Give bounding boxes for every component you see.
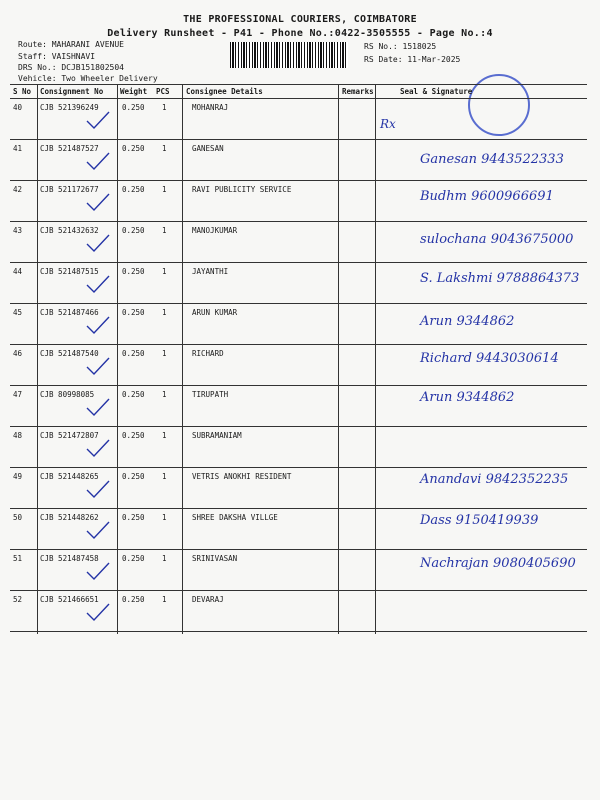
drs-number: DRS No.: DCJB151802504 [18, 63, 124, 72]
table-row [10, 263, 587, 304]
table-row [10, 427, 587, 468]
vehicle-label: Vehicle: Two Wheeler Delivery [18, 74, 158, 83]
consignment-cell: CJB 521432632 [40, 226, 99, 235]
handwritten-signature: Nachrajan 9080405690 [420, 556, 576, 571]
handwritten-signature: Rx [380, 117, 396, 131]
weight-cell: 0.250 [122, 144, 145, 153]
table-row [10, 509, 587, 550]
handwritten-signature: Dass 9150419939 [420, 513, 539, 528]
consignee-cell: MANOJKUMAR [192, 226, 238, 235]
table-row [10, 591, 587, 632]
consignee-cell: GANESAN [192, 144, 224, 153]
check-mark-icon [85, 355, 111, 377]
company-title: THE PROFESSIONAL COURIERS, COIMBATORE [183, 14, 417, 25]
table-row [10, 99, 587, 140]
check-mark-icon [85, 191, 111, 213]
pcs-cell: 1 [162, 103, 167, 112]
col-header-sno: S No [13, 87, 32, 96]
weight-cell: 0.250 [122, 431, 145, 440]
check-mark-icon [85, 109, 111, 131]
sno-cell: 41 [13, 144, 23, 153]
pcs-cell: 1 [162, 185, 167, 194]
consignment-cell: CJB 521487466 [40, 308, 99, 317]
col-header-weight: Weight [120, 87, 148, 96]
handwritten-signature: Budhm 9600966691 [420, 189, 554, 204]
consignee-cell: ARUN KUMAR [192, 308, 238, 317]
weight-cell: 0.250 [122, 267, 145, 276]
sno-cell: 40 [13, 103, 23, 112]
consignee-cell: MOHANRAJ [192, 103, 229, 112]
consignment-cell: CJB 521487540 [40, 349, 99, 358]
barcode [230, 42, 348, 68]
col-header-consignment: Consignment No [40, 87, 104, 96]
check-mark-icon [85, 519, 111, 541]
consignment-cell: CJB 521396249 [40, 103, 99, 112]
sno-cell: 42 [13, 185, 23, 194]
weight-cell: 0.250 [122, 595, 145, 604]
sno-cell: 47 [13, 390, 23, 399]
pcs-cell: 1 [162, 390, 167, 399]
handwritten-signature: Anandavi 9842352235 [420, 472, 569, 487]
table-row [10, 222, 587, 263]
sno-cell: 46 [13, 349, 23, 358]
sno-cell: 49 [13, 472, 23, 481]
sno-cell: 48 [13, 431, 23, 440]
handwritten-signature: S. Lakshmi 9788864373 [420, 271, 580, 286]
consignment-cell: CJB 521487515 [40, 267, 99, 276]
staff-label: Staff: VAISHNAVI [18, 52, 96, 61]
consignee-cell: SUBRAMANIAM [192, 431, 242, 440]
table-row [10, 345, 587, 386]
pcs-cell: 1 [162, 472, 167, 481]
consignee-cell: DEVARAJ [192, 595, 224, 604]
pcs-cell: 1 [162, 267, 167, 276]
consignment-cell: CJB 521487458 [40, 554, 99, 563]
handwritten-signature: Arun 9344862 [420, 390, 515, 405]
check-mark-icon [85, 396, 111, 418]
col-header-consignee: Consignee Details [186, 87, 263, 96]
table-row [10, 386, 587, 427]
table-row [10, 304, 587, 345]
weight-cell: 0.250 [122, 103, 145, 112]
sno-cell: 52 [13, 595, 23, 604]
consignment-cell: CJB 521448262 [40, 513, 99, 522]
table-row [10, 181, 587, 222]
pcs-cell: 1 [162, 554, 167, 563]
pcs-cell: 1 [162, 349, 167, 358]
consignment-cell: CJB 521466651 [40, 595, 99, 604]
weight-cell: 0.250 [122, 226, 145, 235]
consignment-cell: CJB 80998085 [40, 390, 95, 399]
sno-cell: 50 [13, 513, 23, 522]
consignee-cell: RAVI PUBLICITY SERVICE [192, 185, 292, 194]
table-row [10, 140, 587, 181]
consignee-cell: RICHARD [192, 349, 224, 358]
sno-cell: 43 [13, 226, 23, 235]
weight-cell: 0.250 [122, 390, 145, 399]
rs-number: RS No.: 1518025 [364, 42, 437, 51]
pcs-cell: 1 [162, 431, 167, 440]
weight-cell: 0.250 [122, 349, 145, 358]
pcs-cell: 1 [162, 226, 167, 235]
weight-cell: 0.250 [122, 472, 145, 481]
handwritten-signature: Arun 9344862 [420, 314, 515, 329]
check-mark-icon [85, 560, 111, 582]
weight-cell: 0.250 [122, 513, 145, 522]
pcs-cell: 1 [162, 144, 167, 153]
weight-cell: 0.250 [122, 185, 145, 194]
handwritten-signature: Richard 9443030614 [420, 351, 559, 366]
check-mark-icon [85, 232, 111, 254]
check-mark-icon [85, 273, 111, 295]
check-mark-icon [85, 150, 111, 172]
sno-cell: 51 [13, 554, 23, 563]
pcs-cell: 1 [162, 308, 167, 317]
table-row [10, 468, 587, 509]
consignment-cell: CJB 521487527 [40, 144, 99, 153]
col-header-remarks: Remarks [342, 87, 374, 96]
check-mark-icon [85, 478, 111, 500]
col-header-pcs: PCS [156, 87, 170, 96]
handwritten-signature: Ganesan 9443522333 [420, 152, 564, 167]
consignee-cell: SHREE DAKSHA VILLGE [192, 513, 278, 522]
consignment-cell: CJB 521472807 [40, 431, 99, 440]
weight-cell: 0.250 [122, 554, 145, 563]
pcs-cell: 1 [162, 595, 167, 604]
consignee-cell: VETRIS ANOKHI RESIDENT [192, 472, 292, 481]
table-top-border [10, 84, 587, 85]
pcs-cell: 1 [162, 513, 167, 522]
col-header-signature: Seal & Signature [400, 87, 473, 96]
consignment-cell: CJB 521448265 [40, 472, 99, 481]
handwritten-signature: sulochana 9043675000 [420, 232, 574, 247]
runsheet-subtitle: Delivery Runsheet - P41 - Phone No.:0422-3505555 - Page No.:4 [107, 28, 493, 39]
table-row [10, 550, 587, 591]
row-divider [10, 631, 587, 632]
consignee-cell: JAYANTHI [192, 267, 229, 276]
check-mark-icon [85, 437, 111, 459]
route-label: Route: MAHARANI AVENUE [18, 40, 124, 49]
check-mark-icon [85, 601, 111, 623]
weight-cell: 0.250 [122, 308, 145, 317]
consignee-cell: TIRUPATH [192, 390, 229, 399]
sno-cell: 45 [13, 308, 23, 317]
sno-cell: 44 [13, 267, 23, 276]
consignee-cell: SRINIVASAN [192, 554, 238, 563]
consignment-cell: CJB 521172677 [40, 185, 99, 194]
rs-date: RS Date: 11-Mar-2025 [364, 55, 461, 64]
check-mark-icon [85, 314, 111, 336]
